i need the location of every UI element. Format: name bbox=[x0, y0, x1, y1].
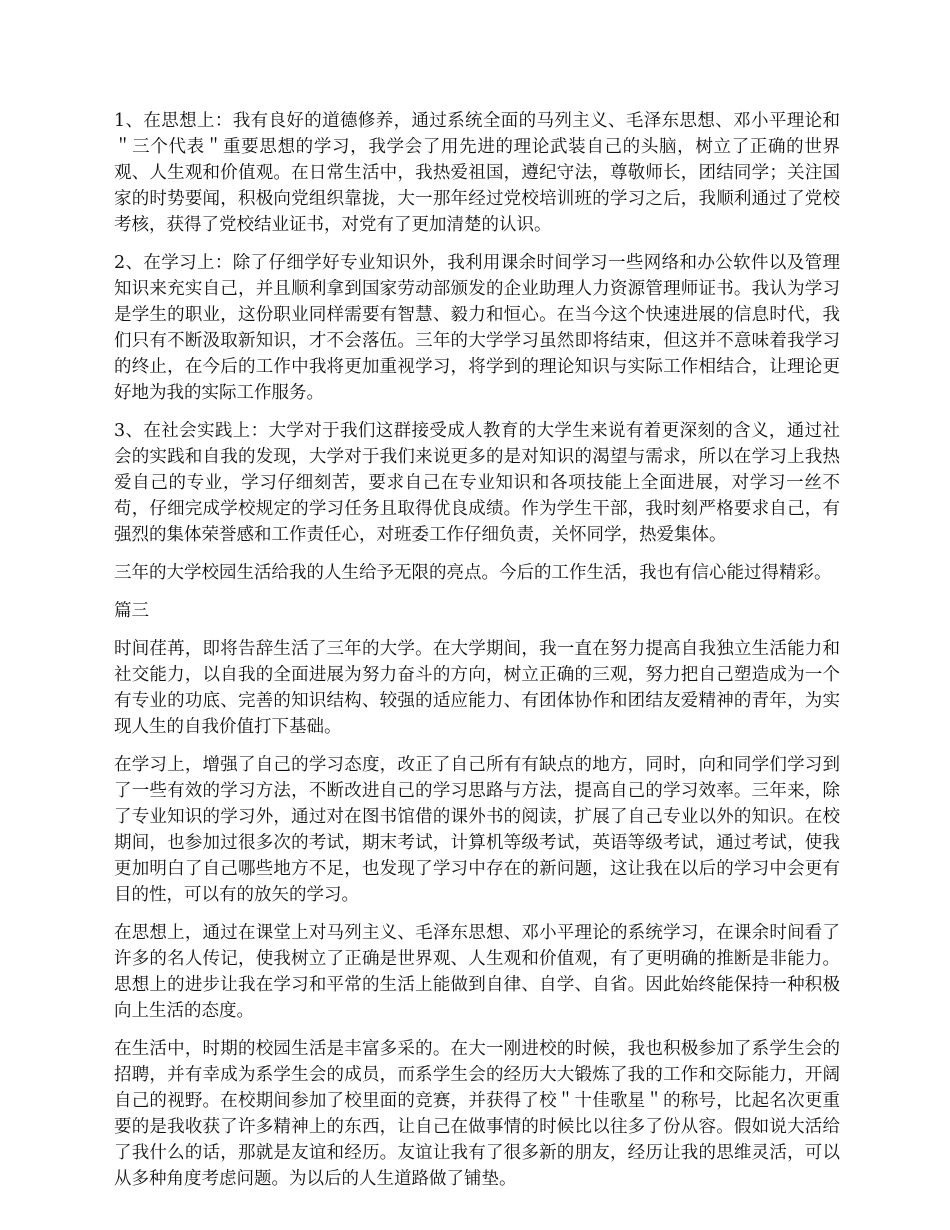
paragraph-intro: 时间荏苒，即将告辞生活了三年的大学。在大学期间，我一直在努力提高自我独立生活能力和社交能力，以自我的全面进展为努力奋斗的方向，树立正确的三观，努力把自己塑造成为一个有专业的功底、完善的知识结构、较强的适应能力、有团体协作和团结友爱精神的青年，为实现人生的自我价值打下基础。 bbox=[114, 639, 840, 737]
paragraph-learning: 在学习上，增强了自己的学习态度，改正了自己所有有缺点的地方，同时，向和同学们学习到了一些有效的学习方法，不断改进自己的学习思路与方法，提高自己的学习效率。三年来，除了专业知识的学习外，通过对在图书馆借的课外书的阅读，扩展了自己专业以外的知识。在校期间，也参加过很多次的考试，期末考试，计算机等级考试，英语等级考试，通过考试，使我更加明白了自己哪些地方不足，也发现了学习中存在的新问题，这让我在以后的学习中会更有目的性，可以有的放矢的学习。 bbox=[114, 755, 840, 905]
paragraph-thought: 在思想上，通过在课堂上对马列主义、毛泽东思想、邓小平理论的系统学习，在课余时间看了许多的名人传记，使我树立了正确是世界观、人生观和价值观，有了更明确的推断是非能力。思想上的进步让我在学习和平常的生活上能做到自律、自学、自省。因此始终能保持一种积极向上生活的态度。 bbox=[114, 923, 840, 1021]
paragraph-social-practice: 3、在社会实践上：大学对于我们这群接受成人教育的大学生来说有着更深刻的含义，通过社会的实践和自我的发现，大学对于我们来说更多的是对知识的渴望与需求，所以在学习上我热爱自己的专业，学习仔细刻苦，要求自己在专业知识和各项技能上全面进展，对学习一丝不苟，仔细完成学校规定的学习任务且取得优良成绩。作为学生干部，我时刻严格要求自己，有强烈的集体荣誉感和工作责任心，对班委工作仔细负责，关怀同学，热爱集体。 bbox=[114, 421, 840, 545]
document-body bbox=[114, 108, 840, 1204]
section-heading: 篇三 bbox=[114, 601, 149, 621]
paragraph-study: 2、在学习上：除了仔细学好专业知识外，我利用课余时间学习一些网络和办公软件以及管理知识来充实自己，并且顺利拿到国家劳动部颁发的企业助理人力资源管理师证书。我认为学习是学生的职业，这份职业同样需要有智慧、毅力和恒心。在当今这个快速进展的信息时代，我们只有不断汲取新知识，才不会落伍。三年的大学学习虽然即将结束，但这并不意味着我学习的终止，在今后的工作中我将更加重视学习，将学到的理论知识与实际工作相结合，让理论更好地为我的实际工作服务。 bbox=[114, 253, 840, 403]
paragraph-ideology: 1、在思想上：我有良好的道德修养，通过系统全面的马列主义、毛泽东思想、邓小平理论和＂三个代表＂重要思想的学习，我学会了用先进的理论武装自己的头脑，树立了正确的世界观、人生观和价值观。在日常生活中，我热爱祖国，遵纪守法，尊敬师长，团结同学；关注国家的时势要闻，积极向党组织靠拢，大一那年经过党校培训班的学习之后，我顺利通过了党校考核，获得了党校结业证书，对党有了更加清楚的认识。 bbox=[114, 111, 840, 235]
paragraph-life: 在生活中，时期的校园生活是丰富多采的。在大一刚进校的时候，我也积极参加了系学生会的招聘，并有幸成为系学生会的成员，而系学生会的经历大大锻炼了我的工作和交际能力，开阔自己的视野。在校期间参加了校里面的竞赛，并获得了校＂十佳歌星＂的称号，比起名次更重要的是我收获了许多精神上的东西，让自己在做事情的时候比以往多了份从容。假如说大活给了我什么的话，那就是友谊和经历。友谊让我有了很多新的朋友，经历让我的思维灵活，可以从多种角度考虑问题。为以后的人生道路做了铺垫。 bbox=[114, 1039, 840, 1189]
paragraph-conclusion: 三年的大学校园生活给我的人生给予无限的亮点。今后的工作生活，我也有信心能过得精彩。 bbox=[114, 563, 832, 583]
